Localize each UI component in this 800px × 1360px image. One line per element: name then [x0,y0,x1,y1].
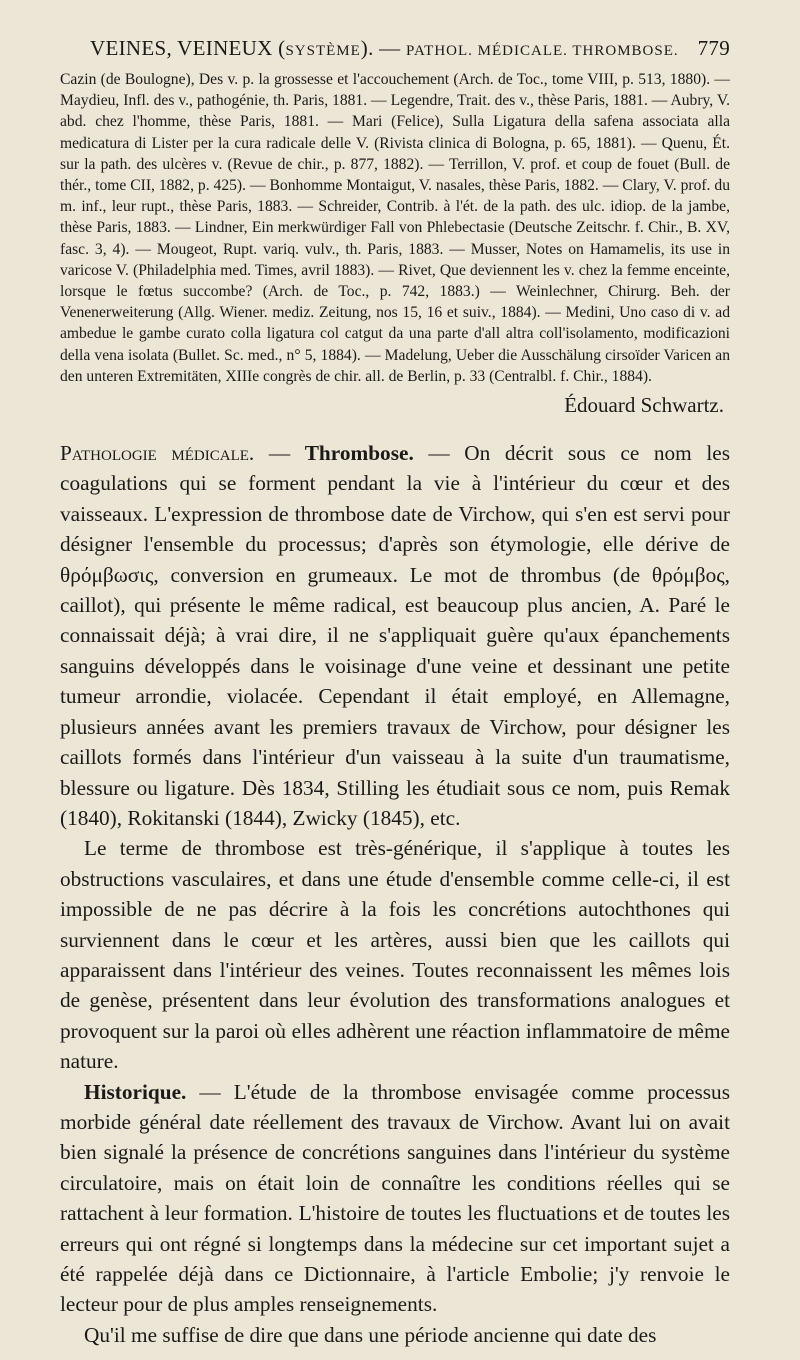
header-left: VEINES, VEINEUX ( [90,36,286,60]
header-center: PATHOL. MÉDICALE. THROMBOSE. [406,43,679,59]
section-lead: Pathologie médicale. [60,441,255,466]
intro-paragraph [60,438,730,833]
body-paragraph: Le terme de thrombose est très-générique, il s'applique à toutes les obstructions vasculaires, et dans une étude d'ensemble comme celle-ci, il est impossible de ne pas décrire à la fois les concrétions autochthones qui surviennent dans le cœur et les artères, aussi bien que les caillots qui apparaissent dans l'intérieur des veines. Toutes reconnaissent les mêmes lois de genèse, présentent dans leur évolution des transformations analogues et provoquent sur la paroi où elles adhèrent une réaction inflammatoire de même nature. [60,836,730,1074]
header-left-small: SYSTÈME [285,43,361,59]
section-dash: — [254,441,305,466]
last-line: Qu'il me suffise de dire que dans une période ancienne qui date des [84,1322,657,1347]
historique-paragraph [60,1077,730,1320]
article-body [60,438,730,1350]
header-left-end: ). — [360,36,407,60]
header-title [90,36,679,61]
historique-heading: Historique. [84,1079,187,1104]
running-header [90,36,730,61]
article-title: Thrombose. [304,441,414,466]
page-number: 779 [697,36,730,60]
historique-text: — L'étude de la thrombose envisagée comme processus morbide général date réellement des travaux de Virchow. Avant lui on avait bien signalé la présence de concrétions sanguines dans l'intérieur du système circulatoire, mais on était loin de connaître les conditions réelles qui se rattachent à leur formation. L'histoire de toutes les fluctuations et de toutes les erreurs qui ont régné si longtemps dans la médecine sur cet important sujet a été rappelée déjà dans ce Dictionnaire, à l'article Embolie; j'y renvoie le lecteur pour de plus amples renseignements. [60,1079,730,1317]
author-signature: Édouard Schwartz. [564,393,724,418]
paragraph-text: — On décrit sous ce nom les coagulations qui se forment pendant la vie à l'intérieur du cœur et des vaisseaux. L'expression de thrombose date de Virchow, qui s'en est servi pour désigner l'ensemble du processus; d'après son étymologie, elle dérive de θρόμβωσις, conversion en grumeaux. Le mot de thrombus (de θρόμβος, caillot), qui présente le même radical, est beaucoup plus ancien, A. Paré le connaissait déjà; à vrai dire, il ne s'appliquait guère qu'aux épanchements sanguins développés dans le voisinage d'une veine et dessinant une petite tumeur arrondie, violacée. Cependant il était employé, en Allemagne, plusieurs années avant les premiers travaux de Virchow, pour désigner les caillots formés dans l'intérieur d'un vaisseau à la suite d'un traumatisme, blessure ou ligature. Dès 1834, Stilling les étudiait sous ce nom, puis Remak (1840), Rokitanski (1844), Zwicky (1845), etc. [60,441,730,830]
bibliography-paragraph: Cazin (de Boulogne), Des v. p. la grossesse et l'accouchement (Arch. de Toc., tome VIII, p. 513, 1880). — Maydieu, Infl. des v., pathogénie, th. Paris, 1881. — Legendre, Trait. des v., thèse Paris, 1881. — Aubry, V. abd. chez l'homme, thèse Paris, 1881. — Mari (Felice), Sulla Ligatura della safena associata alla medicatura di Lister per la cura radicale delle V. (Rivista clinica di Bologna, p. 65, 1881). — Quenu, Ét. sur la path. des ulcères v. (Revue de chir., p. 877, 1882). — Terrillon, V. prof. et coup de fouet (Bull. de thér., tome CII, 1882, p. 425). — Bonhomme Montaigut, V. nasales, thèse Paris, 1882. — Clary, V. prof. du m. inf., leur rupt., thèse Paris, 1883. — Schreider, Contrib. à l'ét. de la path. des ulc. idiop. de la jambe, thèse Paris, 1883. — Lindner, Ein merkwürdiger Fall von Phlebectasie (Deutsche Zeitschr. f. Chir., B. XV, fasc. 3, 4). — Mougeot, Rupt. variq. vulv., th. Paris, 1883. — Musser, Notes on Hamamelis, its use in varicose V. (Philadelphia med. Times, avril 1883). — Rivet, Que deviennent les v. chez la femme enceinte, lorsque le fœtus succombe? (Arch. de Toc., p. 742, 1883.) — Weinlechner, Chirurg. Beh. der Venenerweiterung (Allg. Wiener. mediz. Zeitung, nos 15, 16 et suiv., 1884). — Medini, Uno caso di v. ad ambedue le gambe curato colla ligatura col catgut da una parte d'all altra coll'isolamento, modificazioni della vena isolata (Bullet. Sc. med., n° 5, 1884). — Madelung, Ueber die Ausschälung cirsoïder Varicen an den unteren Extremitäten, XIIIe congrès de chir. all. de Berlin, p. 33 (Centralbl. f. Chir., 1884). [60,71,730,385]
bibliography [60,69,730,387]
